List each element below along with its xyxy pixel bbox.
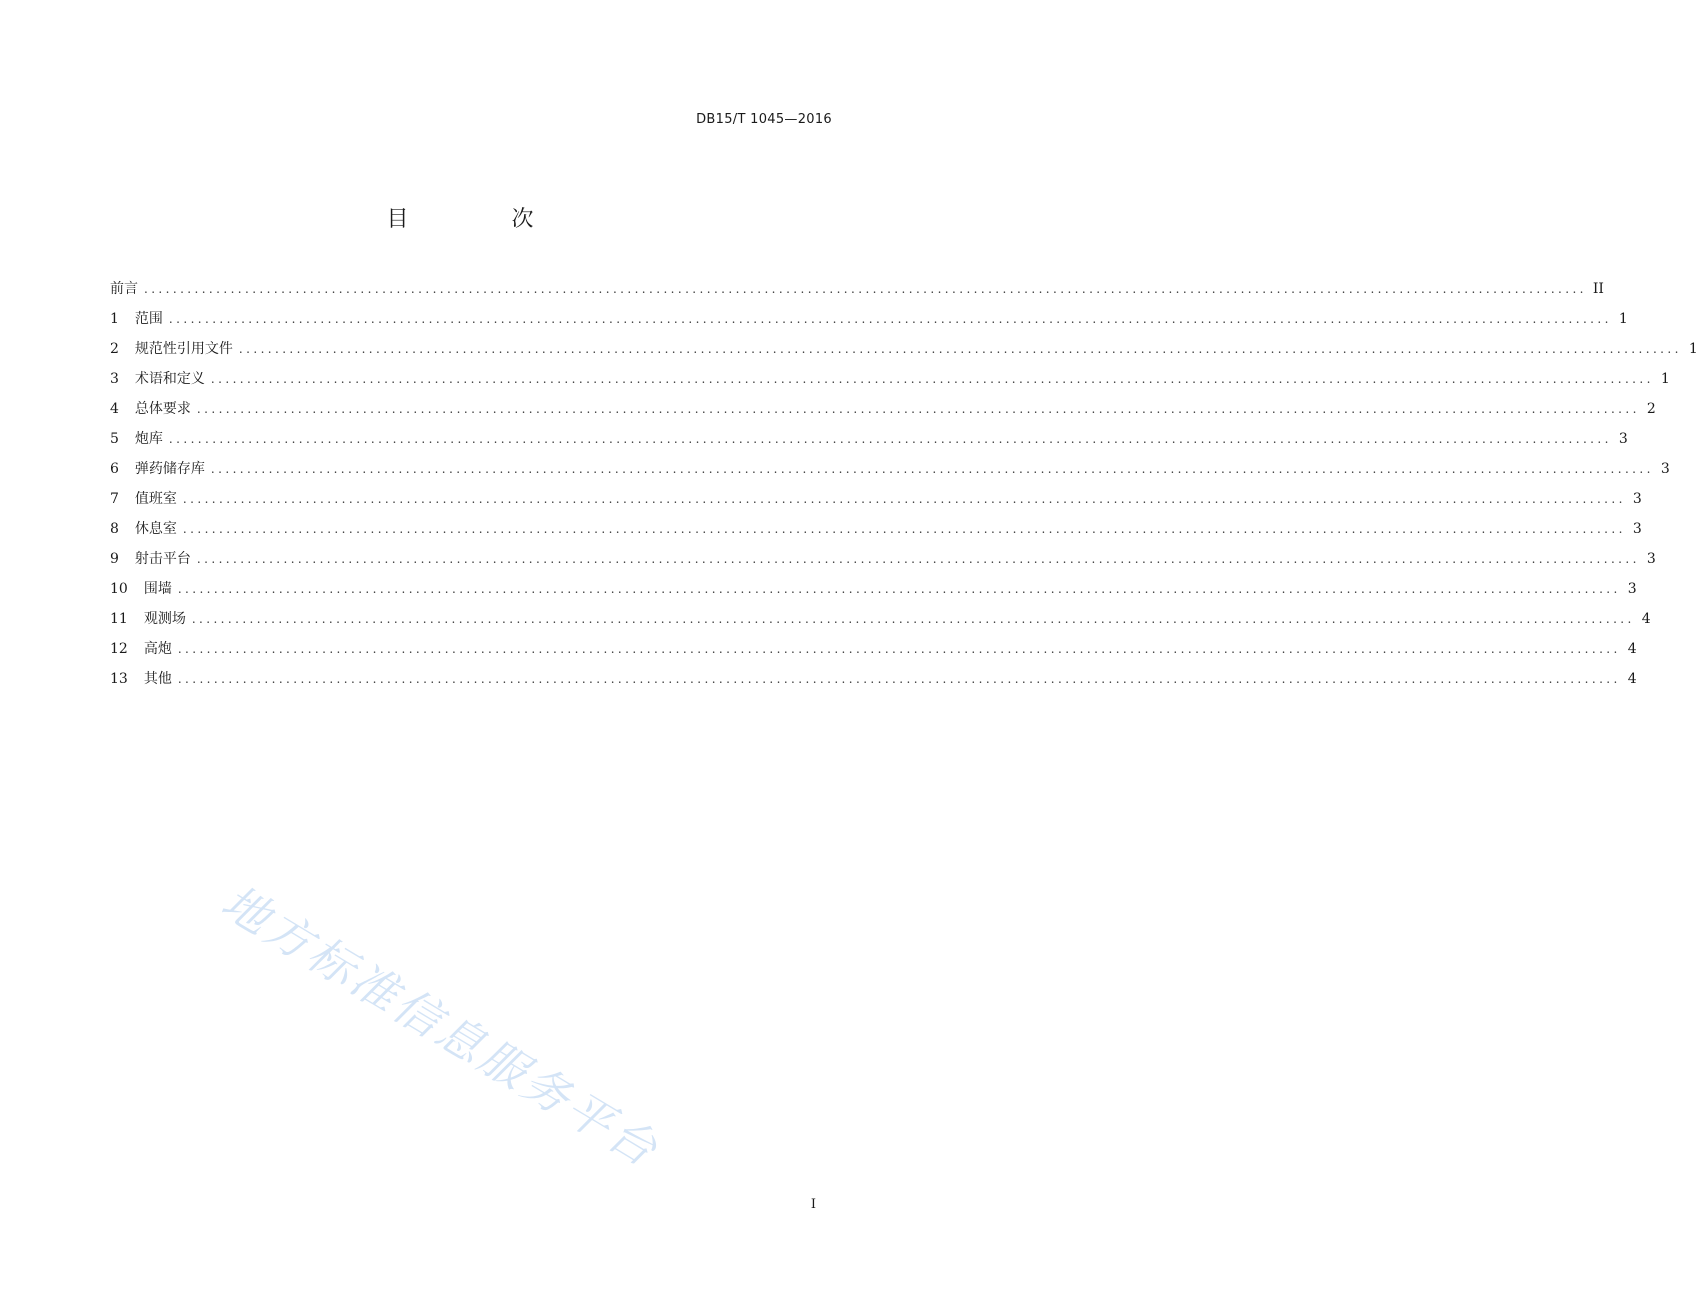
toc-dot-leader: ........................................................................................................................................................................................................ bbox=[177, 672, 1621, 686]
toc-entry[interactable] bbox=[110, 428, 1628, 458]
toc-entry[interactable] bbox=[110, 398, 1656, 428]
toc-dot-leader: ........................................................................................................................................................................................................ bbox=[177, 642, 1621, 656]
toc-entry-number: 9 bbox=[110, 551, 119, 567]
toc-entry[interactable] bbox=[110, 668, 1637, 698]
toc-entry[interactable] bbox=[110, 548, 1656, 578]
toc-entry-label: 观测场 bbox=[143, 611, 186, 627]
toc-entry-label: 围墙 bbox=[143, 581, 172, 597]
toc-entry-number: 5 bbox=[110, 431, 119, 447]
watermark: 地方标准信息服务平台 bbox=[212, 874, 669, 1179]
toc-entry-label: 其他 bbox=[143, 671, 172, 687]
toc-entry-label: 炮库 bbox=[134, 431, 163, 447]
toc-entry[interactable] bbox=[110, 638, 1637, 668]
toc-entry[interactable] bbox=[110, 368, 1670, 398]
toc-dot-leader: ........................................................................................................................................................................................................ bbox=[210, 462, 1654, 476]
toc-entry-label: 高炮 bbox=[143, 641, 172, 657]
toc-dot-leader: ........................................................................................................................................................................................................ bbox=[168, 432, 1612, 446]
toc-entry-page: 3 bbox=[1646, 551, 1656, 567]
toc-entry-page: 3 bbox=[1627, 581, 1637, 597]
toc-entry-page: 3 bbox=[1632, 521, 1642, 537]
toc-entry-number: 1 bbox=[110, 311, 119, 327]
toc-entry-page: 1 bbox=[1688, 341, 1698, 357]
toc-entry-label: 规范性引用文件 bbox=[134, 341, 233, 357]
toc-entry-page: 3 bbox=[1660, 461, 1670, 477]
toc-entry-page: II bbox=[1592, 281, 1604, 297]
toc-entry-number: 3 bbox=[110, 371, 119, 387]
toc-dot-leader: ........................................................................................................................................................................................................ bbox=[196, 552, 1640, 566]
toc-dot-leader: ........................................................................................................................................................................................................ bbox=[168, 312, 1612, 326]
document-code: DB15/T 1045—2016 bbox=[696, 112, 832, 127]
toc-entry[interactable] bbox=[110, 578, 1637, 608]
toc-entry-page: 3 bbox=[1632, 491, 1642, 507]
toc-entry-label: 弹药储存库 bbox=[134, 461, 205, 477]
toc-entry[interactable] bbox=[110, 608, 1651, 638]
toc-dot-leader: ........................................................................................................................................................................................................ bbox=[182, 492, 1626, 506]
toc-dot-leader: ........................................................................................................................................................................................................ bbox=[238, 342, 1682, 356]
toc-entry-label: 值班室 bbox=[134, 491, 177, 507]
toc-entry[interactable] bbox=[110, 488, 1642, 518]
toc-dot-leader: ........................................................................................................................................................................................................ bbox=[177, 582, 1621, 596]
toc-dot-leader: ........................................................................................................................................................................................................ bbox=[191, 612, 1635, 626]
toc-entry[interactable] bbox=[110, 458, 1670, 488]
toc-entry[interactable] bbox=[110, 278, 1604, 308]
toc-entry-number: 12 bbox=[110, 641, 128, 657]
toc-entry-page: 2 bbox=[1646, 401, 1656, 417]
toc-entry-number: 8 bbox=[110, 521, 119, 537]
toc-entry-label: 术语和定义 bbox=[134, 371, 205, 387]
toc-dot-leader: ........................................................................................................................................................................................................ bbox=[196, 402, 1640, 416]
toc-dot-leader: ........................................................................................................................................................................................................ bbox=[144, 282, 1587, 296]
toc-entry[interactable] bbox=[110, 338, 1698, 368]
toc-entry-page: 1 bbox=[1660, 371, 1670, 387]
page-number: I bbox=[810, 1197, 816, 1212]
toc-entry-number: 2 bbox=[110, 341, 119, 357]
toc-entry-label: 总体要求 bbox=[134, 401, 191, 417]
toc-entry[interactable] bbox=[110, 518, 1642, 548]
toc-entry-label: 前言 bbox=[110, 281, 138, 297]
toc-entry[interactable] bbox=[110, 308, 1628, 338]
toc-entry-number: 11 bbox=[110, 611, 128, 627]
toc-entry-number: 13 bbox=[110, 671, 128, 687]
toc-entry-number: 4 bbox=[110, 401, 119, 417]
toc-entry-label: 休息室 bbox=[134, 521, 177, 537]
toc-entry-page: 1 bbox=[1618, 311, 1628, 327]
toc-entry-number: 10 bbox=[110, 581, 128, 597]
toc-entry-label: 射击平台 bbox=[134, 551, 191, 567]
toc-entry-page: 3 bbox=[1618, 431, 1628, 447]
toc-dot-leader: ........................................................................................................................................................................................................ bbox=[182, 522, 1626, 536]
toc-dot-leader: ........................................................................................................................................................................................................ bbox=[210, 372, 1654, 386]
page-title: 目 次 bbox=[386, 207, 582, 232]
toc-entry-number: 6 bbox=[110, 461, 119, 477]
toc-entry-page: 4 bbox=[1641, 611, 1651, 627]
toc-entry-page: 4 bbox=[1627, 671, 1637, 687]
toc-entry-label: 范围 bbox=[134, 311, 163, 327]
table-of-contents bbox=[110, 278, 1698, 698]
toc-entry-number: 7 bbox=[110, 491, 119, 507]
toc-entry-page: 4 bbox=[1627, 641, 1637, 657]
